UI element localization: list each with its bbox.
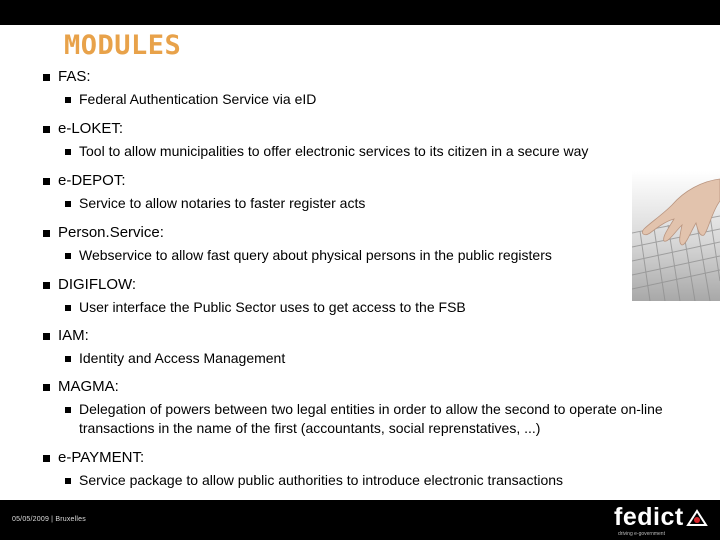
footer-bar (0, 500, 720, 540)
bullet-square-icon (43, 384, 50, 391)
footer-date-location: 05/05/2009 | Bruxelles (12, 516, 86, 523)
bullet-square-icon (43, 282, 50, 289)
bullet-square-icon (43, 455, 50, 462)
item-label: Person.Service: (58, 224, 164, 241)
logo-tagline: driving e-government (618, 531, 665, 537)
item-label: FAS: (58, 68, 91, 85)
item-description: Tool to allow municipalities to offer electronic services to its citizen in a secure way (79, 143, 589, 159)
item-description: Delegation of powers between two legal entities in order to allow the second to operate on-line transactions in the name of the first (accountants, social reprenstatives, ...) (79, 401, 663, 436)
bullet-square-icon (43, 230, 50, 237)
item-description: User interface the Public Sector uses to get access to the FSB (79, 299, 466, 315)
bullet-square-icon (43, 126, 50, 133)
bullet-square-icon (65, 253, 71, 259)
item-label: IAM: (58, 327, 89, 344)
item-label: e-LOKET: (58, 120, 124, 137)
bullet-square-icon (65, 201, 71, 207)
keyboard-hand-photo (632, 171, 720, 301)
item-description: Federal Authentication Service via eID (79, 91, 317, 107)
item-label: e-DEPOT: (58, 172, 126, 189)
item-label: MAGMA: (58, 378, 119, 395)
logo-wordmark: fedict (614, 503, 684, 531)
bullet-square-icon (43, 178, 50, 185)
item-label: DIGIFLOW: (58, 276, 137, 293)
item-label: e-PAYMENT: (58, 449, 145, 466)
bullet-square-icon (43, 333, 50, 340)
item-description: Service package to allow public authorities to introduce electronic transactions (79, 472, 564, 488)
bullet-square-icon (65, 478, 71, 484)
bullet-square-icon (65, 356, 71, 362)
bullet-square-icon (65, 149, 71, 155)
item-description: Webservice to allow fast query about physical persons in the public registers (79, 247, 552, 263)
bullet-square-icon (65, 305, 71, 311)
bullet-square-icon (65, 407, 71, 413)
fedict-logo (614, 505, 714, 537)
logo-mark-icon (686, 509, 708, 527)
top-bar (0, 0, 720, 25)
item-description: Identity and Access Management (79, 350, 286, 366)
item-description: Service to allow notaries to faster register acts (79, 195, 366, 211)
bullet-square-icon (65, 97, 71, 103)
slide-title: MODULES (64, 30, 182, 61)
bullet-square-icon (43, 74, 50, 81)
